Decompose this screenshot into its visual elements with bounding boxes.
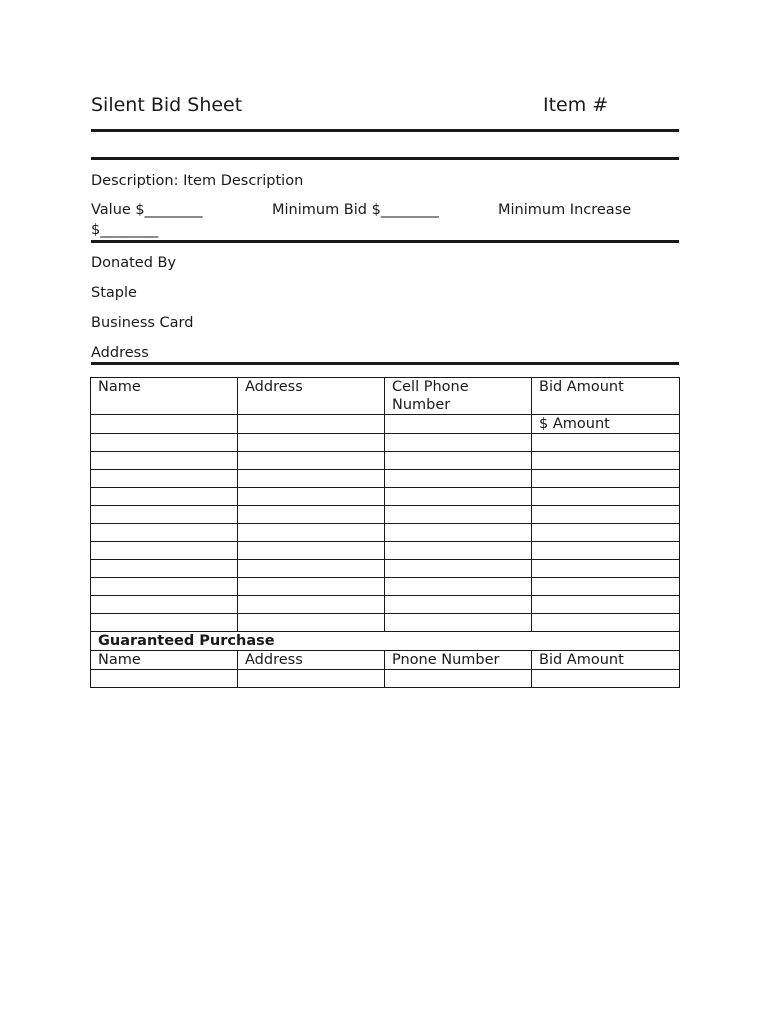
bid-amount-cell[interactable] (532, 578, 680, 596)
bid-amount-cell[interactable]: $ Amount (532, 415, 680, 434)
table-row (91, 506, 680, 524)
address-cell[interactable] (238, 488, 385, 506)
name-cell[interactable] (91, 578, 238, 596)
phone-cell[interactable] (385, 488, 532, 506)
table-row (91, 415, 680, 434)
phone-cell[interactable] (385, 614, 532, 632)
table-row (91, 524, 680, 542)
guaranteed-header (91, 651, 680, 670)
column-header: Cell Phone Number (385, 378, 532, 415)
address-cell[interactable] (238, 524, 385, 542)
address-cell[interactable] (238, 542, 385, 560)
name-cell[interactable] (91, 415, 238, 434)
table-row (91, 452, 680, 470)
address-cell[interactable] (238, 614, 385, 632)
bid-amount-cell[interactable] (532, 614, 680, 632)
address-cell[interactable] (238, 506, 385, 524)
name-cell[interactable] (91, 596, 238, 614)
name-cell[interactable] (91, 506, 238, 524)
bid-amount-cell[interactable] (532, 452, 680, 470)
address-cell[interactable] (238, 452, 385, 470)
phone-cell[interactable] (385, 506, 532, 524)
phone-cell[interactable] (385, 415, 532, 434)
table-row (91, 470, 680, 488)
table-row (91, 596, 680, 614)
column-header: Bid Amount (532, 378, 680, 415)
name-cell[interactable] (91, 470, 238, 488)
bid-table-header (91, 378, 680, 415)
page-title: Silent Bid Sheet (91, 94, 243, 116)
phone-cell[interactable] (385, 670, 532, 688)
phone-cell[interactable] (385, 452, 532, 470)
bid-amount-cell[interactable] (532, 542, 680, 560)
bid-amount-cell[interactable] (532, 560, 680, 578)
name-cell[interactable] (91, 670, 238, 688)
staple-label: Staple (91, 285, 137, 301)
name-cell[interactable] (91, 434, 238, 452)
column-header: Name (91, 378, 238, 415)
bid-amount-cell[interactable] (532, 470, 680, 488)
table-row (91, 434, 680, 452)
address-cell[interactable] (238, 415, 385, 434)
table-row (91, 542, 680, 560)
table-row (91, 578, 680, 596)
table-row (91, 670, 680, 688)
bid-amount-cell[interactable] (532, 506, 680, 524)
description-field: Description: Item Description (91, 173, 304, 189)
divider (91, 129, 679, 132)
name-cell[interactable] (91, 614, 238, 632)
bid-amount-cell[interactable] (532, 596, 680, 614)
column-header: Name (91, 651, 238, 670)
phone-cell[interactable] (385, 434, 532, 452)
value-field: Value $________ (91, 202, 203, 218)
table-row (91, 488, 680, 506)
address-cell[interactable] (238, 434, 385, 452)
bid-amount-cell[interactable] (532, 488, 680, 506)
minimum-increase-label: Minimum Increase (498, 202, 632, 218)
divider (91, 362, 679, 365)
item-number-label: Item # (543, 94, 609, 116)
phone-cell[interactable] (385, 524, 532, 542)
bid-table (90, 377, 680, 688)
minimum-bid-field: Minimum Bid $________ (272, 202, 439, 218)
phone-cell[interactable] (385, 542, 532, 560)
address-cell[interactable] (238, 670, 385, 688)
bid-amount-cell[interactable] (532, 524, 680, 542)
name-cell[interactable] (91, 524, 238, 542)
donated-by-label: Donated By (91, 255, 177, 271)
bid-amount-cell[interactable] (532, 670, 680, 688)
column-header: Address (238, 378, 385, 415)
table-row (91, 614, 680, 632)
minimum-increase-blank: $________ (91, 222, 159, 238)
divider (91, 157, 679, 160)
name-cell[interactable] (91, 488, 238, 506)
name-cell[interactable] (91, 452, 238, 470)
business-card-label: Business Card (91, 315, 194, 331)
bid-amount-cell[interactable] (532, 434, 680, 452)
name-cell[interactable] (91, 560, 238, 578)
address-cell[interactable] (238, 470, 385, 488)
column-header: Bid Amount (532, 651, 680, 670)
guaranteed-purchase-heading: Guaranteed Purchase (91, 632, 680, 651)
column-header: Pnone Number (385, 651, 532, 670)
column-header: Address (238, 651, 385, 670)
address-cell[interactable] (238, 578, 385, 596)
phone-cell[interactable] (385, 560, 532, 578)
name-cell[interactable] (91, 542, 238, 560)
guaranteed-purchase-heading-row (91, 632, 680, 651)
table-row (91, 560, 680, 578)
address-cell[interactable] (238, 596, 385, 614)
divider (91, 240, 679, 243)
phone-cell[interactable] (385, 470, 532, 488)
address-label: Address (91, 345, 149, 361)
phone-cell[interactable] (385, 596, 532, 614)
address-cell[interactable] (238, 560, 385, 578)
phone-cell[interactable] (385, 578, 532, 596)
